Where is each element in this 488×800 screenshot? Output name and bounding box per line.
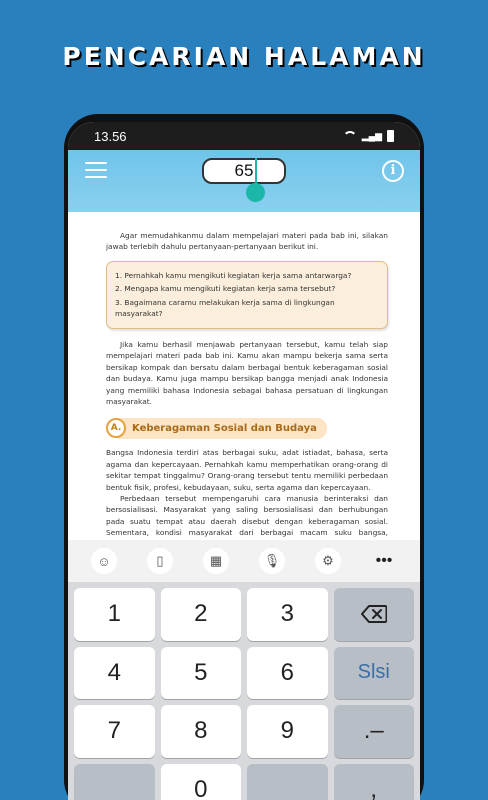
body-paragraph: Jika kamu berhasil menjawab pertanyaan tersebut, kamu telah siap mempelajari materi pada bab ini. Kamu akan mampu bekerja sama serta bersikap kompak dan bersatu dalam berbagai bentuk keberagaman sosial dan budaya. Kamu juga mampu bersikap bangga menjadi anak Indonesia yang memiliki bahasa Indonesia sebagai bahasa persatuan di lingkungan masyarakat. [106, 339, 388, 407]
empty-key-right [247, 764, 328, 800]
question-item: 3. Bagaimana caramu melakukan kerja sama di lingkungan masyarakat? [115, 297, 335, 319]
info-icon[interactable]: i [382, 160, 404, 182]
key-8[interactable]: 8 [161, 705, 242, 758]
battery-icon [387, 130, 394, 142]
key-5[interactable]: 5 [161, 647, 242, 700]
status-bar [68, 122, 420, 150]
section-heading [106, 418, 388, 440]
screen [68, 122, 420, 800]
decimal-key[interactable]: .– [334, 705, 415, 758]
page-number-input[interactable]: 65 [202, 158, 286, 184]
key-3[interactable]: 3 [247, 588, 328, 641]
key-1[interactable]: 1 [74, 588, 155, 641]
cursor-handle[interactable] [246, 183, 265, 202]
signal-icon: ▂▄▆ [361, 130, 382, 141]
settings-icon[interactable]: ⚙ [315, 548, 341, 574]
status-icons [343, 130, 394, 142]
key-0[interactable]: 0 [161, 764, 242, 800]
text-cursor [255, 158, 257, 186]
more-icon[interactable]: ••• [375, 552, 393, 569]
question-item: 1. Pernahkah kamu mengikuti kegiatan kerja sama antarwarga? [115, 270, 352, 280]
wifi-icon [343, 131, 357, 141]
key-9[interactable]: 9 [247, 705, 328, 758]
key-6[interactable]: 6 [247, 647, 328, 700]
section-letter: A. [106, 418, 126, 438]
body-paragraph: Bangsa Indonesia terdiri atas berbagai suku, adat istiadat, bahasa, serta agama dan kepercayaan. Pernahkah kamu memperhatikan orang-orang di sekitar tempat tinggalmu? Orang-orang tersebut tentu memiliki perbedaan bentuk fisik, profesi, kebudayaan, suku, serta agama dan kepercayaan. [106, 448, 388, 492]
search-action-key[interactable]: Slsi [334, 647, 415, 700]
clipboard-icon[interactable]: ▯ [147, 548, 173, 574]
emoji-icon[interactable]: ☺ [91, 548, 117, 574]
key-4[interactable]: 4 [74, 647, 155, 700]
intro-paragraph: Agar memudahkanmu dalam mempelajari materi pada bab ini, silakan jawab terlebih dahulu pertanyaan-pertanyaan berikut ini. [106, 231, 388, 252]
keyboard-toolbar [68, 540, 420, 582]
question-item: 2. Mengapa kamu mengikuti kegiatan kerja sama tersebut? [115, 284, 336, 294]
question-box [106, 261, 388, 329]
mic-icon[interactable]: 🎙 [259, 548, 285, 574]
keyboard-icon[interactable]: ▦ [203, 548, 229, 574]
promo-title: PENCARIAN HALAMAN [62, 42, 426, 71]
body-paragraph: Perbedaan tersebut mempengaruhi cara manusia berinteraksi dan bersosialisasi. Masyarakat yang saling bersosialisasi dan berhubungan pada suatu tempat atau daerah disebut dengan keberagaman sosial. Sementara, kondisi masyarakat dari berbagai macam suku bangsa, [106, 494, 388, 538]
status-time: 13.56 [94, 128, 127, 144]
key-2[interactable]: 2 [161, 588, 242, 641]
comma-key[interactable]: , [334, 764, 415, 800]
empty-key-left [74, 764, 155, 800]
menu-icon[interactable] [85, 160, 107, 180]
backspace-key[interactable] [334, 588, 415, 641]
key-7[interactable]: 7 [74, 705, 155, 758]
numeric-keypad [68, 582, 420, 800]
backspace-icon [361, 605, 387, 623]
book-page [68, 212, 420, 540]
app-bar [68, 150, 420, 212]
section-title: Keberagaman Sosial dan Budaya [118, 418, 327, 440]
